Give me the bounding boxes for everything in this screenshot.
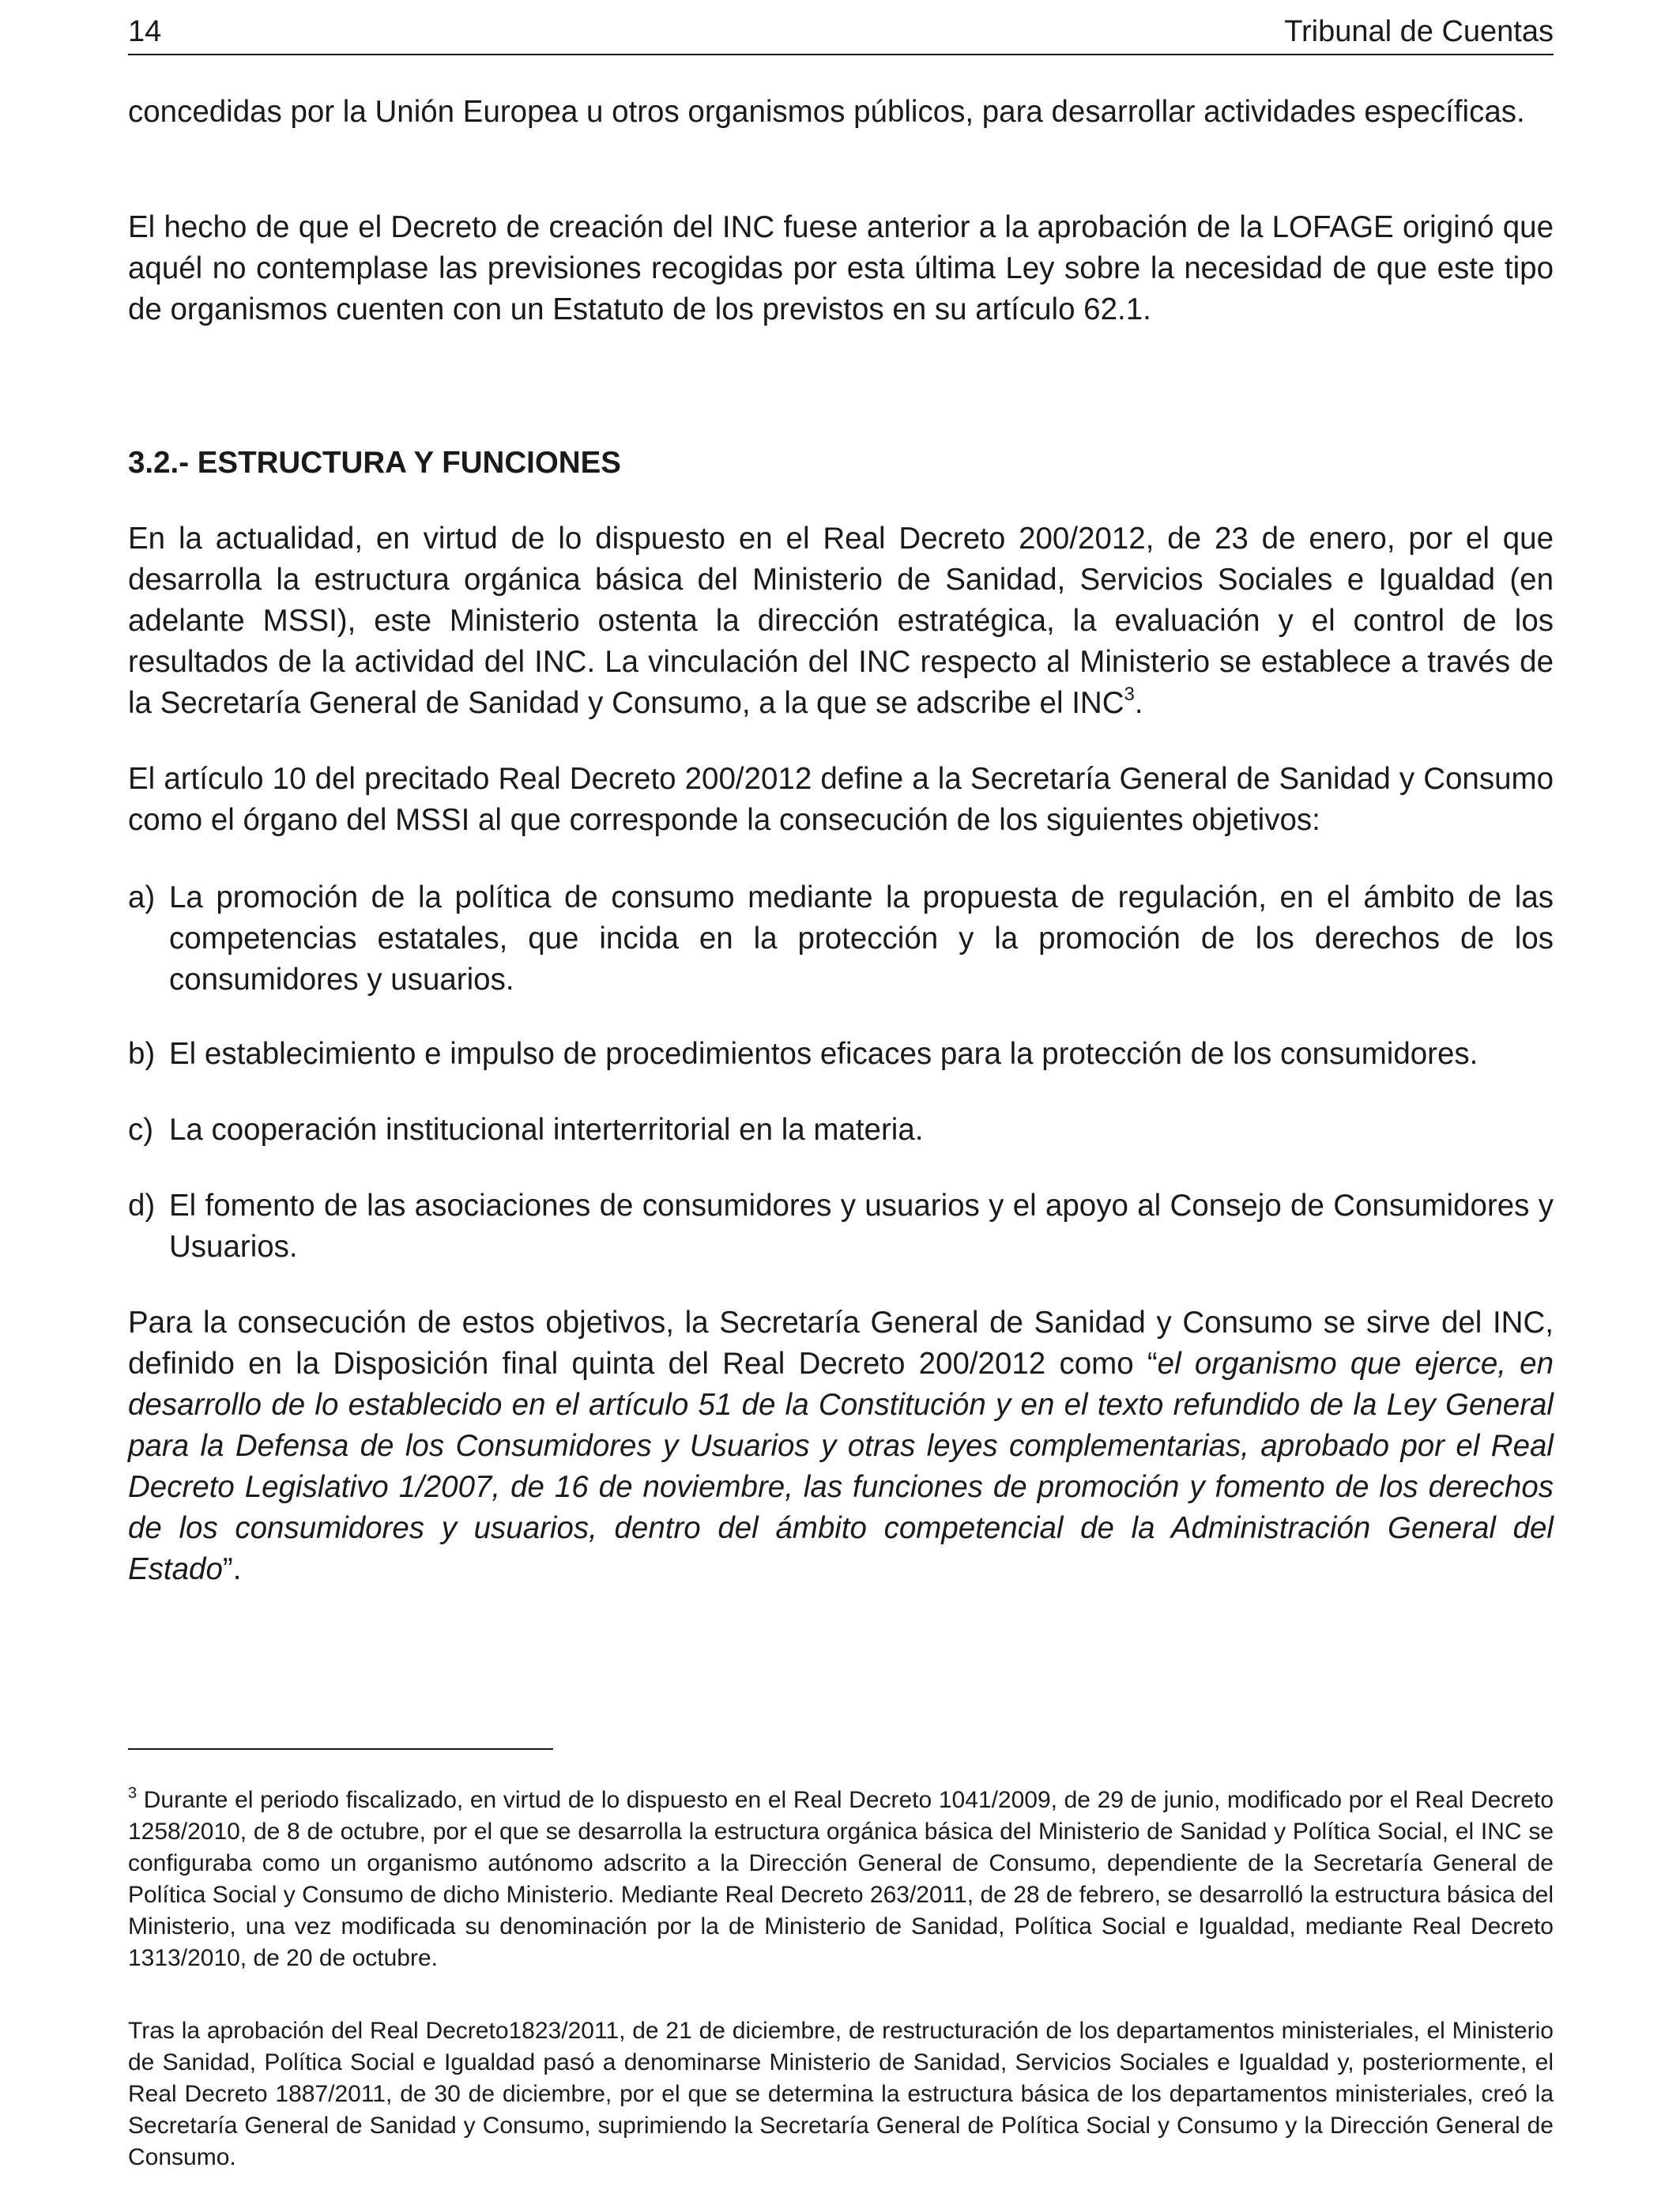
footnote-reference[interactable]: 3 (1124, 684, 1135, 705)
paragraph-intro: concedidas por la Unión Europea u otros organismos públicos, para desarrollar actividades específicas. (128, 95, 1525, 129)
footnote-paragraph-2: Tras la aprobación del Real Decreto1823/2011, de 21 de diciembre, de restructuración de los departamentos ministeriales, el Ministerio de Sanidad, Política Social e Igualdad pasó a denominarse Ministerio de Sanidad, Servicios Sociales e Igualdad y, posteriormente, el Real Decreto 1887/2011, de 30 de diciembre, por el que se determina la estructura básica de los departamentos ministeriales, creó la Secretaría General de Sanidad y Consumo, suprimiendo la Secretaría General de Política Social y Consumo y la Dirección General de Consumo. (128, 2018, 1554, 2170)
footnote-divider (128, 1748, 553, 1750)
paragraph-consecucion-end: ”. (222, 1552, 242, 1586)
list-marker: b) (128, 1037, 156, 1071)
footnote-text-1: Durante el periodo fiscalizado, en virtud de lo dispuesto en el Real Decreto 1041/2009, de 29 de junio, modificado por el Real Decreto 1258/2010, de 8 de octubre, por el que se desarrolla la estructura orgánica básica del Ministerio de Sanidad y Política Social, el INC se configuraba como un organismo autónomo adscrito a la Dirección General de Consumo, dependiente de la Secretaría General de Política Social y Consumo de dicho Ministerio. Mediante Real Decreto 263/2011, de 28 de febrero, se desarrolló la estructura básica del Ministerio, una vez modificada su denominación por la de Ministerio de Sanidad, Política Social e Igualdad, mediante Real Decreto 1313/2010, de 20 de octubre. (128, 1787, 1554, 1971)
document-title: Tribunal de Cuentas (1284, 15, 1554, 48)
footnote-paragraph-1 (128, 1785, 1554, 1974)
paragraph-actualidad (128, 518, 1554, 724)
list-item-text: La cooperación institucional interterritorial en la materia. (169, 1113, 924, 1147)
page-number: 14 (128, 15, 162, 48)
section-heading: 3.2.- ESTRUCTURA Y FUNCIONES (128, 446, 621, 480)
paragraph-consecucion-start: Para la consecución de estos objetivos, la Secretaría General de Sanidad y Consumo se sirve del INC, definido en la Disposición final quinta del Real Decreto 200/2012 como “ (128, 1306, 1554, 1381)
list-marker: a) (128, 880, 156, 914)
list-item (128, 1034, 1554, 1075)
list-item-text: La promoción de la política de consumo mediante la propuesta de regulación, en el ámbito de las competencias estatales, que incida en la protección y la promoción de los derechos de los consumidores y usuarios. (169, 880, 1554, 997)
paragraph-consecucion (128, 1302, 1554, 1590)
list-item (128, 1110, 1554, 1151)
quoted-definition: el organismo que ejerce, en desarrollo de lo establecido en el artículo 51 de la Constitución y en el texto refundido de la Ley General para la Defensa de los Consumidores y Usuarios y otras leyes complementarias, aprobado por el Real Decreto Legislativo 1/2007, de 16 de noviembre, las funciones de promoción y fomento de los derechos de los consumidores y usuarios, dentro del ámbito competencial de la Administración General del Estado (128, 1347, 1554, 1586)
page-header (128, 9, 1554, 55)
list-item-text: El establecimiento e impulso de procedimientos eficaces para la protección de los consumidores. (169, 1037, 1478, 1071)
paragraph-actualidad-end: . (1134, 686, 1143, 720)
list-marker: c) (128, 1113, 154, 1147)
paragraph-articulo: El artículo 10 del precitado Real Decreto 200/2012 define a la Secretaría General de Sanidad y Consumo como el órgano del MSSI al que corresponde la consecución de los siguientes objetivos: (128, 762, 1554, 837)
list-item (128, 877, 1554, 1001)
paragraph-actualidad-text: En la actualidad, en virtud de lo dispuesto en el Real Decreto 200/2012, de 23 de enero, por el que desarrolla la estructura orgánica básica del Ministerio de Sanidad, Servicios Sociales e Igualdad (en adelante MSSI), este Ministerio ostenta la dirección estratégica, la evaluación y el control de los resultados de la actividad del INC. La vinculación del INC respecto al Ministerio se establece a través de la Secretaría General de Sanidad y Consumo, a la que se adscribe el INC (128, 522, 1554, 720)
document-page (128, 0, 1554, 2194)
list-marker: d) (128, 1189, 156, 1223)
paragraph-lofage: El hecho de que el Decreto de creación del INC fuese anterior a la aprobación de la LOFAGE originó que aquél no contemplase las previsiones recogidas por esta última Ley sobre la necesidad de que este tipo de organismos cuenten con un Estatuto de los previstos en su artículo 62.1. (128, 210, 1554, 326)
list-item (128, 1186, 1554, 1268)
footnote-marker: 3 (128, 1785, 137, 1802)
list-item-text: El fomento de las asociaciones de consumidores y usuarios y el apoyo al Consejo de Consumidores y Usuarios. (169, 1189, 1554, 1264)
